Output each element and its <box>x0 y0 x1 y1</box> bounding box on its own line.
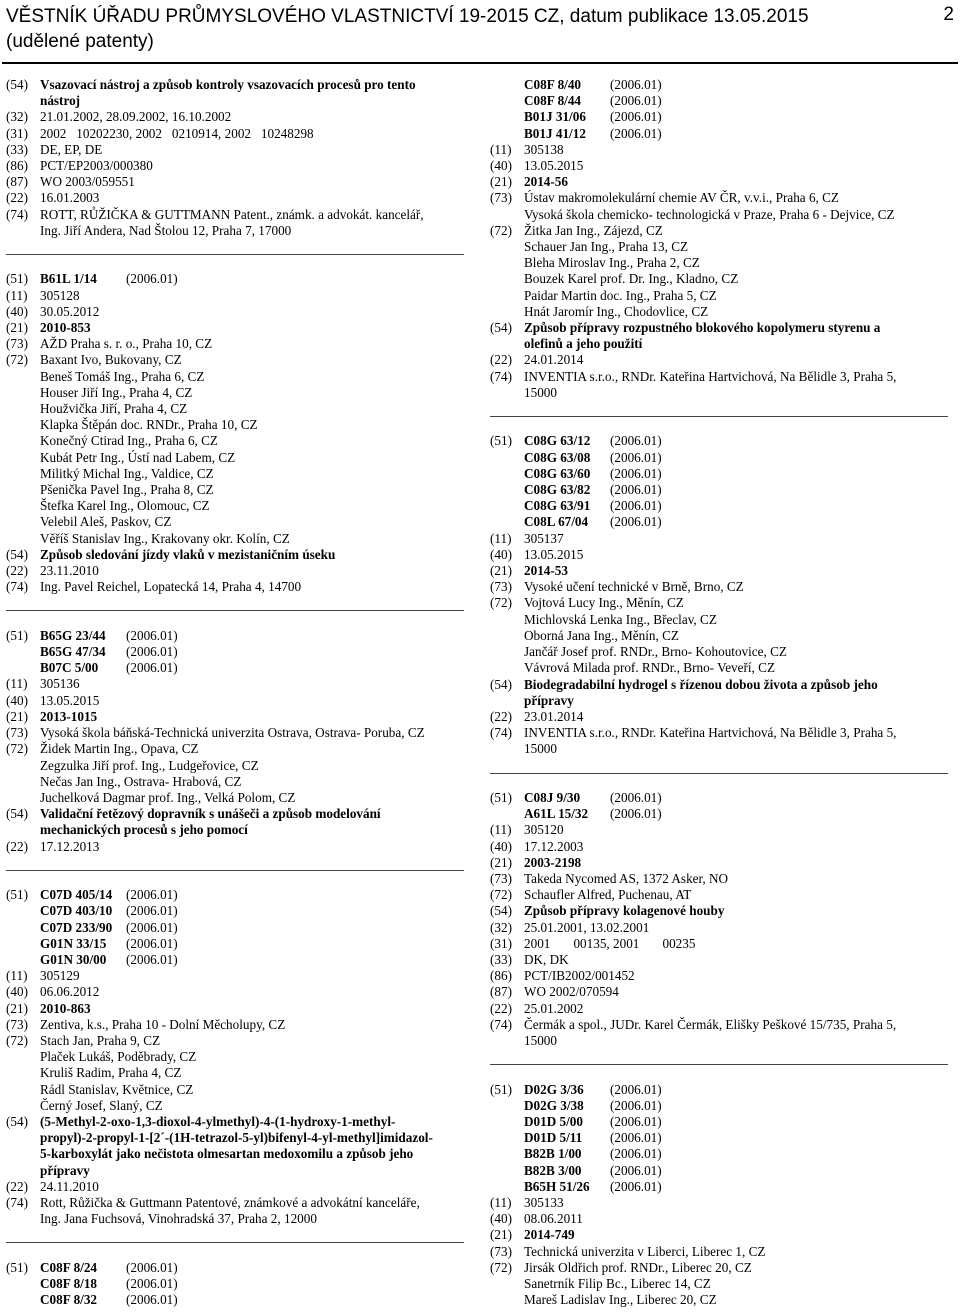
ipc-version: (2006.01) <box>610 806 662 822</box>
ipc-class: B01J 31/06 <box>524 109 586 125</box>
entry-separator <box>490 401 950 433</box>
ipc-version: (2006.01) <box>610 1113 662 1129</box>
inventor: Schauer Jan Ing., Praha 13, CZ <box>524 239 689 255</box>
inventor: Černý Josef, Slaný, CZ <box>40 1097 163 1113</box>
inventor: Baxant Ivo, Bukovany, CZ <box>40 352 182 368</box>
representative: Rott, Růžička & Guttmann Patentové, známkové a advokátní kanceláře, <box>40 1194 420 1210</box>
representative: Čermák a spol., JUDr. Karel Čermák, Elišky Peškové 15/735, Praha 5, <box>524 1016 897 1032</box>
filing-date: 24.01.2014 <box>524 352 584 368</box>
inventor: Juchelková Dagmar prof. Ing., Velká Polom, CZ <box>40 789 296 805</box>
priority-dates: 25.01.2001, 13.02.2001 <box>524 919 650 935</box>
ipc-version: (2006.01) <box>126 887 178 903</box>
ipc-class: B65G 47/34 <box>40 644 106 660</box>
application-number: 2014-56 <box>524 174 568 190</box>
inventor: Zegzulka Jiří prof. Ing., Ludgeřovice, CZ <box>40 757 259 773</box>
patent-entry: (51) D02G 3/36 (2006.01) D02G 3/38 (2006.01) D01D 5/00 (2006.01) D01D 5/11 (2006.01) B82B 1/00 (2006.01) B82B 3/00 (2006.01) B65H 51/26 (2006.01) (11) 305133 (40) 08.06.2011 (21) 2014-749 (73) Technická univerzita v Liberci, Liberec 1, CZ (72) Jirsák Oldřich prof. RNDr., Liberec 20, CZ Sanetrník Filip Bc., Liberec 14, CZ Mareš Ladislav Ing., Liberec 20, CZ <box>490 1081 766 1308</box>
patent-title: 5-karboxylát jako nečistota olmesartan medoxomilu a způsob jeho <box>40 1146 414 1162</box>
journal-subtitle: (udělené patenty) <box>6 31 154 52</box>
ipc-version: (2006.01) <box>610 1162 662 1178</box>
ipc-version: (2006.01) <box>610 789 662 805</box>
application-number: 2003-2198 <box>524 854 582 870</box>
inventor: Kruliš Radim, Praha 4, CZ <box>40 1065 182 1081</box>
inventor: Oborná Jana Ing., Měnín, CZ <box>524 627 679 643</box>
priority-numbers: 2001 00135, 2001 00235 <box>524 935 696 951</box>
patent-title: nástroj <box>40 93 81 109</box>
ipc-version: (2006.01) <box>126 903 178 919</box>
inventor: Beneš Tomáš Ing., Praha 6, CZ <box>40 368 205 384</box>
inventor: Jančář Josef prof. RNDr., Brno- Kohoutovice, CZ <box>524 644 787 660</box>
representative: 15000 <box>524 1032 557 1048</box>
ipc-version: (2006.01) <box>610 1097 662 1113</box>
patent-entry: (54) Vsazovací nástroj a způsob kontroly vsazovacích procesů pro tento nástroj (32) 21.01.2002, 28.09.2002, 16.10.2002 (31) 2002 10202230, 2002 0210914, 2002 10248298 (33) DE, EP, DE (86) PCT/EP2003/000380 (87) WO 2003/059551 (22) 16.01.2003 (74) ROTT, RŮŽIČKA & GUTTMANN Patent., známk. a advokát. kancelář, Ing. Jiří Andera, Nad Štolou 12, Praha 7, 17000 <box>6 77 424 238</box>
ipc-version: (2006.01) <box>126 271 178 287</box>
ipc-class: B65H 51/26 <box>524 1178 590 1194</box>
inventor: Houžvička Jiří, Praha 4, CZ <box>40 401 188 417</box>
inventor: Bouzek Karel prof. Dr. Ing., Kladno, CZ <box>524 271 739 287</box>
patent-number: 305128 <box>40 287 80 303</box>
priority-dates: 21.01.2002, 28.09.2002, 16.10.2002 <box>40 109 232 125</box>
owner: Vysoká škola chemicko- technologická v Praze, Praha 6 - Dejvice, CZ <box>524 206 895 222</box>
ipc-version: (2006.01) <box>126 951 178 967</box>
filing-date: 24.11.2010 <box>40 1178 99 1194</box>
filing-date: 25.01.2002 <box>524 1000 584 1016</box>
patent-title: Vsazovací nástroj a způsob kontroly vsazovacích procesů pro tento <box>40 77 416 92</box>
owner: Technická univerzita v Liberci, Liberec 1, CZ <box>524 1243 766 1259</box>
ipc-class: C08L 67/04 <box>524 514 589 530</box>
inventor: Hnát Jaromír Ing., Chodovlice, CZ <box>524 303 709 319</box>
inventor: Velebil Aleš, Paskov, CZ <box>40 514 172 530</box>
ipc-version: (2006.01) <box>610 482 662 498</box>
application-number: 2013-1015 <box>40 708 98 724</box>
inventor: Věříš Stanislav Ing., Krakovany okr. Kolín, CZ <box>40 530 290 546</box>
ipc-class: C08J 9/30 <box>524 789 581 805</box>
inventor: Houser Jiří Ing., Praha 4, CZ <box>40 384 193 400</box>
publication-date: 30.05.2012 <box>40 303 100 319</box>
priority-numbers: 2002 10202230, 2002 0210914, 2002 10248298 <box>40 125 314 141</box>
inventor: Sanetrník Filip Bc., Liberec 14, CZ <box>524 1275 711 1291</box>
ipc-version: (2006.01) <box>610 109 662 125</box>
ipc-version: (2006.01) <box>610 514 662 530</box>
publication-date: 13.05.2015 <box>40 692 100 708</box>
representative: 15000 <box>524 384 557 400</box>
ipc-version: (2006.01) <box>610 93 662 109</box>
inventor: Mareš Ladislav Ing., Liberec 20, CZ <box>524 1292 717 1308</box>
inventor: Militký Michal Ing., Valdice, CZ <box>40 465 214 481</box>
inventor: Vojtová Lucy Ing., Měnín, CZ <box>524 595 684 611</box>
application-number: 2014-749 <box>524 1227 575 1243</box>
patent-entry: (51) C08G 63/12 (2006.01) C08G 63/08 (2006.01) C08G 63/60 (2006.01) C08G 63/82 (2006.01) C08G 63/91 (2006.01) C08L 67/04 (2006.01) (11) 305137 (40) 13.05.2015 (21) 2014-53 (73) Vysoké učení technické v Brně, Brno, CZ (72) Vojtová Lucy Ing., Měnín, CZ Michlovská Lenka Ing., Břeclav, CZ Oborná Jana Ing., Měnín, CZ Jančář Josef prof. RNDr., Brno- Kohoutovice, CZ Vávrová Milada prof. RNDr., Brno- Veveří, CZ (54) Biodegradabilní hydrogel s řízenou dobou života a způsob jeho přípravy (22) 23.01.2014 (74) INVENTIA s.r.o., RNDr. Kateřina Hartvichová, Na Bělidle 3, Praha 5, 15000 <box>490 433 897 757</box>
inventor: Stach Jan, Praha 9, CZ <box>40 1032 161 1048</box>
ipc-version: (2006.01) <box>610 77 662 92</box>
patent-number: 305133 <box>524 1194 564 1210</box>
priority-countries: DK, DK <box>524 951 569 967</box>
filing-date: 23.01.2014 <box>524 708 584 724</box>
representative: ROTT, RŮŽIČKA & GUTTMANN Patent., známk. a advokát. kancelář, <box>40 206 424 222</box>
patent-title: Způsob přípravy kolagenové houby <box>524 903 725 919</box>
ipc-class: C08F 8/24 <box>40 1259 98 1275</box>
inventor: Klapka Štěpán doc. RNDr., Praha 10, CZ <box>40 417 258 433</box>
inventor: Pšenička Pavel Ing., Praha 8, CZ <box>40 482 214 498</box>
ipc-class: B01J 41/12 <box>524 125 586 141</box>
patent-entry: (51) B65G 23/44 (2006.01) B65G 47/34 (2006.01) B07C 5/00 (2006.01) (11) 305136 (40) 13.05.2015 (21) 2013-1015 (73) Vysoká škola báňská-Technická univerzita Ostrava, Ostrava- Poruba, CZ (72) Židek Martin Ing., Opava, CZ Zegzulka Jiří prof. Ing., Ludgeřovice, CZ Nečas Jan Ing., Ostrava- Hrabová, CZ Juchelková Dagmar prof. Ing., Velká Polom, CZ (54) Validační řetězový dopravník s unášeči a způsob modelování mechanických procesů s jeho pomocí (22) 17.12.2013 <box>6 627 425 854</box>
representative: INVENTIA s.r.o., RNDr. Kateřina Hartvichová, Na Bělidle 3, Praha 5, <box>524 725 897 741</box>
patent-number: 305136 <box>40 676 80 692</box>
patent-number: 305138 <box>524 141 564 157</box>
entry-separator <box>6 1227 468 1259</box>
ipc-class: C07D 233/90 <box>40 919 113 935</box>
publication-date: 17.12.2003 <box>524 838 584 854</box>
pct-application: PCT/IB2002/001452 <box>524 968 635 984</box>
inventor: Kubát Petr Ing., Ústí nad Labem, CZ <box>40 449 236 465</box>
representative: Ing. Pavel Reichel, Lopatecká 14, Praha 4, 14700 <box>40 579 302 595</box>
patent-title: mechanických procesů s jeho pomocí <box>40 822 248 838</box>
patent-entry: (51) C08F 8/24 (2006.01) C08F 8/18 (2006.01) C08F 8/32 (2006.01) <box>6 1259 178 1308</box>
ipc-class: D01D 5/00 <box>524 1113 583 1129</box>
entry-separator <box>490 758 950 790</box>
entry-separator <box>6 239 468 271</box>
entry-separator <box>6 855 468 887</box>
pct-publication: WO 2002/070594 <box>524 984 619 1000</box>
owner: Zentiva, k.s., Praha 10 - Dolní Měcholupy, CZ <box>40 1016 286 1032</box>
ipc-class: G01N 30/00 <box>40 951 107 967</box>
ipc-version: (2006.01) <box>610 1146 662 1162</box>
ipc-version: (2006.01) <box>126 1259 178 1275</box>
ipc-class: D02G 3/36 <box>524 1081 584 1097</box>
filing-date: 17.12.2013 <box>40 838 100 854</box>
page-number: 2 <box>943 4 954 25</box>
inventor: Paidar Martin doc. Ing., Praha 5, CZ <box>524 287 717 303</box>
inventor: Žitka Jan Ing., Zájezd, CZ <box>524 222 663 238</box>
ipc-version: (2006.01) <box>126 644 178 660</box>
inventor: Jirsák Oldřich prof. RNDr., Liberec 20, CZ <box>524 1259 752 1275</box>
inventor: Židek Martin Ing., Opava, CZ <box>40 741 199 757</box>
ipc-version: (2006.01) <box>610 1130 662 1146</box>
ipc-class: C07D 405/14 <box>40 887 113 903</box>
ipc-class: A61L 15/32 <box>524 806 589 822</box>
patent-title: Biodegradabilní hydrogel s řízenou dobou života a způsob jeho <box>524 676 878 692</box>
owner: Takeda Nycomed AS, 1372 Asker, NO <box>524 870 729 886</box>
ipc-version: (2006.01) <box>610 125 662 141</box>
ipc-class: B07C 5/00 <box>40 660 99 676</box>
entry-separator <box>6 595 468 627</box>
ipc-class: C08F 8/32 <box>40 1292 98 1308</box>
inventor: Rádl Stanislav, Květnice, CZ <box>40 1081 194 1097</box>
representative: Ing. Jana Fuchsová, Vinohradská 37, Praha 2, 12000 <box>40 1211 317 1227</box>
ipc-class: C08F 8/44 <box>524 93 582 109</box>
inventor: Nečas Jan Ing., Ostrava- Hrabová, CZ <box>40 773 242 789</box>
ipc-class: C08G 63/60 <box>524 465 591 481</box>
ipc-version: (2006.01) <box>610 465 662 481</box>
ipc-class: B65G 23/44 <box>40 627 106 643</box>
patent-entry: C08F 8/40 (2006.01) C08F 8/44 (2006.01) B01J 31/06 (2006.01) B01J 41/12 (2006.01) (11) 305138 (40) 13.05.2015 (21) 2014-56 (73) Ústav makromolekulární chemie AV ČR, v.v.i., Praha 6, CZ Vysoká škola chemicko- technologická v Praze, Praha 6 - Dejvice, CZ (72) Žitka Jan Ing., Zájezd, CZ Schauer Jan Ing., Praha 13, CZ Bleha Miroslav Ing., Praha 2, CZ Bouzek Karel prof. Dr. Ing., Kladno, CZ Paidar Martin doc. Ing., Praha 5, CZ Hnát Jaromír Ing., Chodovlice, CZ (54) Způsob přípravy rozpustného blokového kopolymeru styrenu a olefinů a jeho použití (22) 24.01.2014 (74) INVENTIA s.r.o., RNDr. Kateřina Hartvichová, Na Bělidle 3, Praha 5, 15000 <box>490 77 897 400</box>
patent-title: Způsob přípravy rozpustného blokového kopolymeru styrenu a <box>524 320 881 336</box>
ipc-class: D01D 5/11 <box>524 1130 583 1146</box>
ipc-version: (2006.01) <box>610 1178 662 1194</box>
ipc-class: C08G 63/08 <box>524 449 591 465</box>
patent-title: olefinů a jeho použití <box>524 336 643 352</box>
owner: Vysoká škola báňská-Technická univerzita Ostrava, Ostrava- Poruba, CZ <box>40 725 425 741</box>
patent-title: propyl)-2-propyl-1-[2´-(1H-tetrazol-5-yl)bifenyl-4-yl-methyl]imidazol- <box>40 1130 433 1146</box>
patent-title: (5-Methyl-2-oxo-1,3-dioxol-4-ylmethyl)-4-(1-hydroxy-1-methyl- <box>40 1113 396 1129</box>
representative: Ing. Jiří Andera, Nad Štolou 12, Praha 7, 17000 <box>40 222 292 238</box>
inventor: Schaufler Alfred, Puchenau, AT <box>524 887 692 903</box>
patent-title: Validační řetězový dopravník s unášeči a způsob modelování <box>40 806 381 822</box>
publication-date: 13.05.2015 <box>524 546 584 562</box>
filing-date: 16.01.2003 <box>40 190 100 206</box>
application-number: 2010-853 <box>40 320 91 336</box>
owner: AŽD Praha s. r. o., Praha 10, CZ <box>40 336 213 352</box>
ipc-class: C07D 403/10 <box>40 903 113 919</box>
pct-application: PCT/EP2003/000380 <box>40 158 153 174</box>
patent-number: 305129 <box>40 968 80 984</box>
inventor: Michlovská Lenka Ing., Břeclav, CZ <box>524 611 717 627</box>
entry-separator <box>490 1049 950 1081</box>
ipc-version: (2006.01) <box>126 1275 178 1291</box>
patent-number: 305137 <box>524 530 564 546</box>
publication-date: 06.06.2012 <box>40 984 100 1000</box>
application-number: 2014-53 <box>524 563 568 579</box>
patent-entry: (51) C07D 405/14 (2006.01) C07D 403/10 (2006.01) C07D 233/90 (2006.01) G01N 33/15 (2006.01) G01N 30/00 (2006.01) (11) 305129 (40) 06.06.2012 (21) 2010-863 (73) Zentiva, k.s., Praha 10 - Dolní Měcholupy, CZ (72) Stach Jan, Praha 9, CZ Plaček Lukáš, Poděbrady, CZ Kruliš Radim, Praha 4, CZ Rádl Stanislav, Květnice, CZ Černý Josef, Slaný, CZ (54) (5-Methyl-2-oxo-1,3-dioxol-4-ylmethyl)-4-(1-hydroxy-1-methyl- propyl)-2-propyl-1-[2´-(1H-tetrazol-5-yl)bifenyl-4-yl-methyl]imidazol- 5-karboxylát jako nečistota olmesartan medoxomilu a způsob jeho přípravy (22) 24.11.2010 (74) Rott, Růžička & Guttmann Patentové, známkové a advokátní kanceláře, Ing. Jana Fuchsová, Vinohradská 37, Praha 2, 12000 <box>6 887 433 1227</box>
ipc-class: B82B 1/00 <box>524 1146 582 1162</box>
ipc-version: (2006.01) <box>126 935 178 951</box>
ipc-class: C08G 63/91 <box>524 498 591 514</box>
publication-date: 08.06.2011 <box>524 1211 583 1227</box>
ipc-version: (2006.01) <box>126 1292 178 1308</box>
publication-date: 13.05.2015 <box>524 158 584 174</box>
ipc-version: (2006.01) <box>610 1081 662 1097</box>
ipc-version: (2006.01) <box>610 498 662 514</box>
patent-title: Způsob sledování jízdy vlaků v mezistaničním úseku <box>40 546 336 562</box>
right-column <box>490 77 950 1308</box>
application-number: 2010-863 <box>40 1000 91 1016</box>
header-rule <box>2 62 958 64</box>
ipc-version: (2006.01) <box>610 433 662 449</box>
pct-publication: WO 2003/059551 <box>40 174 135 190</box>
owner: Vysoké učení technické v Brně, Brno, CZ <box>524 579 744 595</box>
ipc-class: C08G 63/82 <box>524 482 591 498</box>
inventor: Bleha Miroslav Ing., Praha 2, CZ <box>524 255 700 271</box>
filing-date: 23.11.2010 <box>40 563 99 579</box>
ipc-class: B61L 1/14 <box>40 271 97 287</box>
representative: 15000 <box>524 741 557 757</box>
priority-countries: DE, EP, DE <box>40 141 103 157</box>
inventor: Štefka Karel Ing., Olomouc, CZ <box>40 498 210 514</box>
ipc-class: C08F 8/40 <box>524 77 582 92</box>
ipc-class: D02G 3/38 <box>524 1097 584 1113</box>
representative: INVENTIA s.r.o., RNDr. Kateřina Hartvichová, Na Bělidle 3, Praha 5, <box>524 368 897 384</box>
ipc-version: (2006.01) <box>126 627 178 643</box>
ipc-version: (2006.01) <box>610 449 662 465</box>
inventor: Plaček Lukáš, Poděbrady, CZ <box>40 1049 197 1065</box>
ipc-class: C08F 8/18 <box>40 1275 98 1291</box>
ipc-class: G01N 33/15 <box>40 935 107 951</box>
left-column <box>6 77 468 1308</box>
ipc-version: (2006.01) <box>126 919 178 935</box>
patent-number: 305120 <box>524 822 564 838</box>
patent-entry: (51) B61L 1/14 (2006.01) (11) 305128 (40) 30.05.2012 (21) 2010-853 (73) AŽD Praha s. r. o., Praha 10, CZ (72) Baxant Ivo, Bukovany, CZ Beneš Tomáš Ing., Praha 6, CZ Houser Jiří Ing., Praha 4, CZ Houžvička Jiří, Praha 4, CZ Klapka Štěpán doc. RNDr., Praha 10, CZ Konečný Ctirad Ing., Praha 6, CZ Kubát Petr Ing., Ústí nad Labem, CZ Militký Michal Ing., Valdice, CZ Pšenička Pavel Ing., Praha 8, CZ Štefka Karel Ing., Olomouc, CZ Velebil Aleš, Paskov, CZ Věříš Stanislav Ing., Krakovany okr. Kolín, CZ (54) Způsob sledování jízdy vlaků v mezistaničním úseku (22) 23.11.2010 (74) Ing. Pavel Reichel, Lopatecká 14, Praha 4, 14700 <box>6 271 336 595</box>
patent-title: přípravy <box>40 1162 90 1178</box>
patent-title: přípravy <box>524 692 574 708</box>
page-header <box>6 4 956 54</box>
inventor: Vávrová Milada prof. RNDr., Brno- Veveří, CZ <box>524 660 775 676</box>
ipc-version: (2006.01) <box>126 660 178 676</box>
journal-title: VĚSTNÍK ÚŘADU PRŮMYSLOVÉHO VLASTNICTVÍ 19-2015 CZ, datum publikace 13.05.2015 <box>6 6 809 27</box>
ipc-class: B82B 3/00 <box>524 1162 582 1178</box>
ipc-class: C08G 63/12 <box>524 433 591 449</box>
owner: Ústav makromolekulární chemie AV ČR, v.v.i., Praha 6, CZ <box>524 190 839 206</box>
patent-entry: (51) C08J 9/30 (2006.01) A61L 15/32 (2006.01) (11) 305120 (40) 17.12.2003 (21) 2003-2198 (73) Takeda Nycomed AS, 1372 Asker, NO (72) Schaufler Alfred, Puchenau, AT (54) Způsob přípravy kolagenové houby (32) 25.01.2001, 13.02.2001 (31) 2001 00135, 2001 00235 (33) DK, DK (86) PCT/IB2002/001452 (87) WO 2002/070594 (22) 25.01.2002 (74) Čermák a spol., JUDr. Karel Čermák, Elišky Peškové 15/735, Praha 5, 15000 <box>490 789 897 1048</box>
inventor: Konečný Ctirad Ing., Praha 6, CZ <box>40 433 218 449</box>
